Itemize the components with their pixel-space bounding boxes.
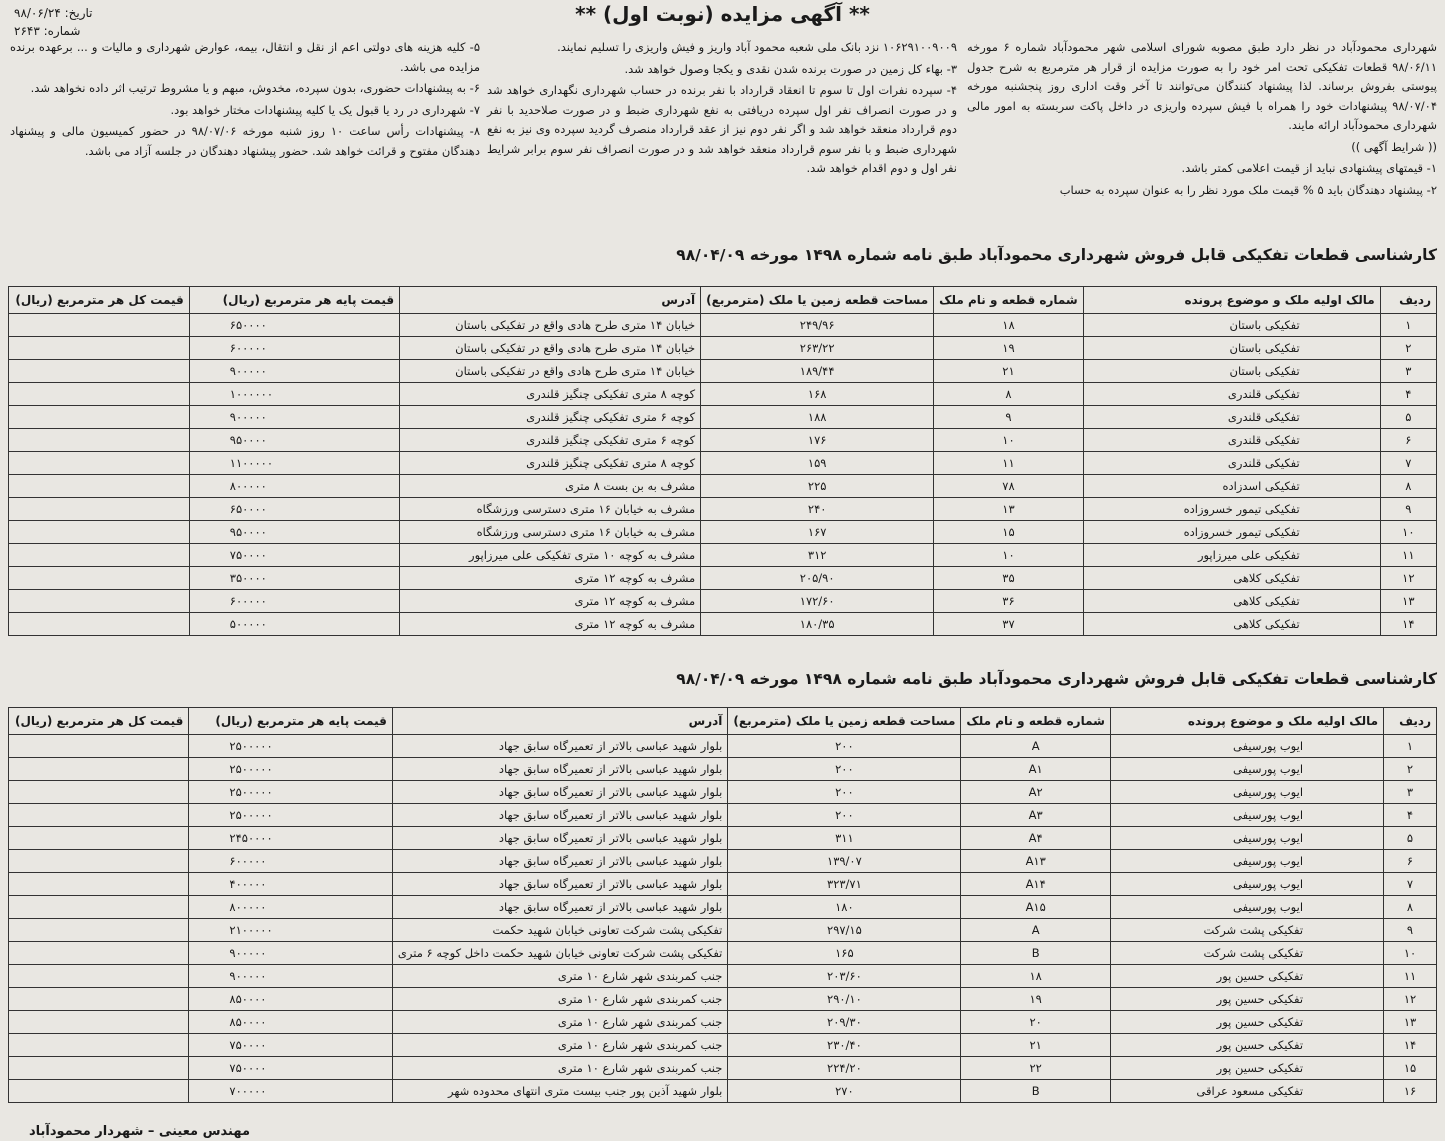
cell-base-price: ۱۱۰۰۰۰۰ bbox=[189, 452, 399, 475]
table-row bbox=[9, 942, 1437, 965]
cell-lot: A bbox=[961, 919, 1111, 942]
table-row bbox=[9, 452, 1437, 475]
cell-lot: A۴ bbox=[961, 827, 1111, 850]
table-row bbox=[9, 758, 1437, 781]
cell-base-price: ۸۰۰۰۰۰ bbox=[189, 475, 399, 498]
cell-base-price: ۶۵۰۰۰۰ bbox=[189, 498, 399, 521]
cell-owner: ایوب پورسیفی bbox=[1110, 850, 1383, 873]
table-row bbox=[9, 337, 1437, 360]
col-header-area: مساحت قطعه زمین یا ملک (مترمربع) bbox=[701, 287, 934, 314]
condition-item: ۶- به پیشنهادات حضوری، بدون سپرده، مخدوش، مبهم و یا مشروط ترتیب اثر داده نخواهد شد. bbox=[30, 81, 480, 95]
condition-item: ۵- کلیه هزینه های دولتی اعم از نقل و انتقال، بیمه، عوارض شهرداری و مالیات و ... برعهده برنده مزایده می باشد. bbox=[10, 40, 480, 74]
cell-row-no: ۶ bbox=[1380, 429, 1436, 452]
cell-total-price bbox=[9, 567, 190, 590]
conditions-heading: (( شرایط آگهی )) bbox=[1351, 139, 1437, 154]
parcels-table-1 bbox=[8, 286, 1437, 636]
cell-address: جنب کمربندی شهر شارع ۱۰ متری bbox=[392, 1034, 728, 1057]
table-row bbox=[9, 429, 1437, 452]
col-header-owner: مالک اولیه ملک و موضوع پرونده bbox=[1110, 708, 1383, 735]
cell-total-price bbox=[9, 613, 190, 636]
cell-row-no: ۲ bbox=[1380, 337, 1436, 360]
condition-item: ۸- پیشنهادات رأس ساعت ۱۰ روز شنبه مورخه ۹۸/۰۷/۰۶ در حضور کمیسیون مالی و پیشنهاد دهندگان مفتوح و قرائت خواهد شد. حضور پیشنهاد دهندگان در جلسه آزاد می باشد. bbox=[10, 124, 481, 158]
cell-area: ۲۹۷/۱۵ bbox=[728, 919, 961, 942]
cell-lot: A۱۵ bbox=[961, 896, 1111, 919]
cell-base-price: ۶۵۰۰۰۰ bbox=[189, 314, 399, 337]
cell-row-no: ۱۵ bbox=[1384, 1057, 1437, 1080]
cell-base-price: ۹۵۰۰۰۰ bbox=[189, 429, 399, 452]
cell-lot: ۲۱ bbox=[934, 360, 1084, 383]
cell-total-price bbox=[9, 452, 190, 475]
cell-lot: ۳۵ bbox=[934, 567, 1084, 590]
cell-address: مشرف به کوچه ۱۲ متری bbox=[400, 590, 701, 613]
cell-owner: تفکیکی حسین پور bbox=[1110, 1057, 1383, 1080]
cell-address: بلوار شهید عباسی بالاتر از تعمیرگاه سابق جهاد bbox=[392, 781, 728, 804]
cell-lot: ۱۰ bbox=[934, 429, 1084, 452]
cell-lot: ۹ bbox=[934, 406, 1084, 429]
cell-area: ۲۲۵ bbox=[701, 475, 934, 498]
col-header-row-no: ردیف bbox=[1380, 287, 1436, 314]
cell-row-no: ۵ bbox=[1380, 406, 1436, 429]
cell-lot: ۲۱ bbox=[961, 1034, 1111, 1057]
cell-lot: B bbox=[961, 1080, 1111, 1103]
cell-address: مشرف به کوچه ۱۰ متری تفکیکی علی میرزاپور bbox=[400, 544, 701, 567]
table-row bbox=[9, 896, 1437, 919]
cell-owner: تفکیکی باستان bbox=[1083, 314, 1380, 337]
cell-address: کوچه ۶ متری تفکیکی چنگیز قلندری bbox=[400, 429, 701, 452]
cell-total-price bbox=[9, 498, 190, 521]
cell-address: کوچه ۶ متری تفکیکی چنگیز قلندری bbox=[400, 406, 701, 429]
cell-owner: تفکیکی تیمور خسروزاده bbox=[1083, 521, 1380, 544]
cell-owner: تفکیکی کلاهی bbox=[1083, 613, 1380, 636]
cell-owner: تفکیکی باستان bbox=[1083, 337, 1380, 360]
cell-total-price bbox=[9, 314, 190, 337]
cell-lot: A۱ bbox=[961, 758, 1111, 781]
cell-row-no: ۱۰ bbox=[1384, 942, 1437, 965]
cell-total-price bbox=[9, 758, 189, 781]
cell-total-price bbox=[9, 827, 189, 850]
cell-base-price: ۹۵۰۰۰۰ bbox=[189, 521, 399, 544]
cell-base-price: ۱۰۰۰۰۰۰ bbox=[189, 383, 399, 406]
table-row bbox=[9, 475, 1437, 498]
cell-base-price: ۹۰۰۰۰۰ bbox=[189, 942, 392, 965]
cell-total-price bbox=[9, 965, 189, 988]
cell-address: خیابان ۱۴ متری طرح هادی واقع در تفکیکی باستان bbox=[400, 337, 701, 360]
cell-owner: تفکیکی حسین پور bbox=[1110, 988, 1383, 1011]
cell-row-no: ۸ bbox=[1384, 896, 1437, 919]
cell-total-price bbox=[9, 1080, 189, 1103]
table-row bbox=[9, 360, 1437, 383]
cell-lot: ۱۵ bbox=[934, 521, 1084, 544]
cell-total-price bbox=[9, 1011, 189, 1034]
cell-base-price: ۷۵۰۰۰۰ bbox=[189, 544, 399, 567]
cell-owner: ایوب پورسیفی bbox=[1110, 758, 1383, 781]
cell-base-price: ۸۵۰۰۰۰ bbox=[189, 1011, 392, 1034]
table-row bbox=[9, 1080, 1437, 1103]
cell-area: ۱۸۸ bbox=[701, 406, 934, 429]
cell-total-price bbox=[9, 360, 190, 383]
cell-owner: ایوب پورسیفی bbox=[1110, 827, 1383, 850]
cell-lot: ۱۹ bbox=[961, 988, 1111, 1011]
cell-owner: تفکیکی کلاهی bbox=[1083, 590, 1380, 613]
cell-address: خیابان ۱۴ متری طرح هادی واقع در تفکیکی باستان bbox=[400, 360, 701, 383]
cell-base-price: ۷۰۰۰۰۰ bbox=[189, 1080, 392, 1103]
table-row bbox=[9, 613, 1437, 636]
cell-base-price: ۵۰۰۰۰۰ bbox=[189, 613, 399, 636]
table-row bbox=[9, 781, 1437, 804]
cell-address: بلوار شهید عباسی بالاتر از تعمیرگاه سابق جهاد bbox=[392, 804, 728, 827]
table-row bbox=[9, 406, 1437, 429]
cell-base-price: ۲۵۰۰۰۰۰ bbox=[189, 804, 392, 827]
cell-row-no: ۹ bbox=[1384, 919, 1437, 942]
col-header-total-price: قیمت کل هر مترمربع (ریال) bbox=[9, 287, 190, 314]
table-row bbox=[9, 383, 1437, 406]
cell-row-no: ۴ bbox=[1384, 804, 1437, 827]
table-row bbox=[9, 735, 1437, 758]
cell-lot: ۳۷ bbox=[934, 613, 1084, 636]
cell-lot: ۱۳ bbox=[934, 498, 1084, 521]
table-row bbox=[9, 498, 1437, 521]
cell-address: کوچه ۸ متری تفکیکی چنگیز قلندری bbox=[400, 452, 701, 475]
cell-lot: A۲ bbox=[961, 781, 1111, 804]
table-header-row bbox=[9, 708, 1437, 735]
condition-item: ۱۰۶۲۹۱۰۰۹۰۰۹ نزد بانک ملی شعبه محمود آباد واریز و فیش واریزی را تسلیم نمایند. bbox=[557, 40, 957, 54]
cell-address: مشرف به کوچه ۱۲ متری bbox=[400, 567, 701, 590]
cell-lot: ۲۲ bbox=[961, 1057, 1111, 1080]
cell-area: ۱۷۶ bbox=[701, 429, 934, 452]
cell-base-price: ۶۰۰۰۰۰ bbox=[189, 850, 392, 873]
intro-column-right bbox=[967, 38, 1437, 202]
cell-area: ۲۴۹/۹۶ bbox=[701, 314, 934, 337]
cell-row-no: ۴ bbox=[1380, 383, 1436, 406]
cell-owner: تفکیکی اسدزاده bbox=[1083, 475, 1380, 498]
cell-row-no: ۲ bbox=[1384, 758, 1437, 781]
cell-base-price: ۸۰۰۰۰۰ bbox=[189, 896, 392, 919]
cell-owner: تفکیکی حسین پور bbox=[1110, 1011, 1383, 1034]
number-text: شماره: ۲۶۴۳ bbox=[14, 24, 81, 38]
cell-total-price bbox=[9, 429, 190, 452]
cell-owner: ایوب پورسیفی bbox=[1110, 735, 1383, 758]
cell-area: ۳۲۳/۷۱ bbox=[728, 873, 961, 896]
table-row bbox=[9, 850, 1437, 873]
table-row bbox=[9, 873, 1437, 896]
cell-lot: B bbox=[961, 942, 1111, 965]
cell-total-price bbox=[9, 521, 190, 544]
cell-lot: ۱۸ bbox=[961, 965, 1111, 988]
cell-base-price: ۲۵۰۰۰۰۰ bbox=[189, 758, 392, 781]
cell-lot: ۳۶ bbox=[934, 590, 1084, 613]
table-row bbox=[9, 988, 1437, 1011]
cell-address: بلوار شهید آذین پور جنب بیست متری انتهای محدوده شهر bbox=[392, 1080, 728, 1103]
cell-address: مشرف به بن بست ۸ متری bbox=[400, 475, 701, 498]
cell-owner: تفکیکی حسین پور bbox=[1110, 1034, 1383, 1057]
cell-owner: ایوب پورسیفی bbox=[1110, 896, 1383, 919]
cell-row-no: ۸ bbox=[1380, 475, 1436, 498]
cell-lot: ۲۰ bbox=[961, 1011, 1111, 1034]
cell-base-price: ۹۰۰۰۰۰ bbox=[189, 406, 399, 429]
cell-total-price bbox=[9, 544, 190, 567]
cell-total-price bbox=[9, 804, 189, 827]
page-title: ** آگهی مزایده (نوبت اول) ** bbox=[575, 2, 870, 26]
table-header-row bbox=[9, 287, 1437, 314]
cell-total-price bbox=[9, 873, 189, 896]
cell-total-price bbox=[9, 406, 190, 429]
cell-owner: تفکیکی حسین پور bbox=[1110, 965, 1383, 988]
cell-base-price: ۷۵۰۰۰۰ bbox=[189, 1057, 392, 1080]
cell-owner: ایوب پورسیفی bbox=[1110, 804, 1383, 827]
col-header-row-no: ردیف bbox=[1384, 708, 1437, 735]
cell-area: ۱۷۲/۶۰ bbox=[701, 590, 934, 613]
col-header-total-price: قیمت کل هر مترمربع (ریال) bbox=[9, 708, 189, 735]
cell-area: ۲۰۰ bbox=[728, 735, 961, 758]
cell-area: ۱۶۸ bbox=[701, 383, 934, 406]
cell-owner: تفکیکی علی میرزاپور bbox=[1083, 544, 1380, 567]
cell-lot: ۷۸ bbox=[934, 475, 1084, 498]
table-row bbox=[9, 965, 1437, 988]
cell-lot: ۱۹ bbox=[934, 337, 1084, 360]
cell-row-no: ۱۲ bbox=[1380, 567, 1436, 590]
cell-lot: A۱۳ bbox=[961, 850, 1111, 873]
cell-area: ۲۲۴/۲۰ bbox=[728, 1057, 961, 1080]
intro-column-left bbox=[10, 38, 480, 163]
cell-base-price: ۹۰۰۰۰۰ bbox=[189, 360, 399, 383]
cell-owner: تفکیکی کلاهی bbox=[1083, 567, 1380, 590]
cell-owner: تفکیکی قلندری bbox=[1083, 429, 1380, 452]
cell-total-price bbox=[9, 735, 189, 758]
cell-lot: A۱۴ bbox=[961, 873, 1111, 896]
cell-row-no: ۱۳ bbox=[1380, 590, 1436, 613]
cell-base-price: ۷۵۰۰۰۰ bbox=[189, 1034, 392, 1057]
table-row bbox=[9, 521, 1437, 544]
cell-address: مشرف به خیابان ۱۶ متری دسترسی ورزشگاه bbox=[400, 498, 701, 521]
cell-base-price: ۲۴۵۰۰۰۰ bbox=[189, 827, 392, 850]
cell-address: جنب کمربندی شهر شارع ۱۰ متری bbox=[392, 965, 728, 988]
cell-total-price bbox=[9, 383, 190, 406]
cell-total-price bbox=[9, 1057, 189, 1080]
cell-base-price: ۲۱۰۰۰۰۰ bbox=[189, 919, 392, 942]
cell-area: ۱۵۹ bbox=[701, 452, 934, 475]
date-text: تاریخ: ۹۸/۰۶/۲۴ bbox=[14, 6, 93, 20]
cell-area: ۱۸۹/۴۴ bbox=[701, 360, 934, 383]
cell-lot: A bbox=[961, 735, 1111, 758]
cell-row-no: ۳ bbox=[1380, 360, 1436, 383]
cell-address: جنب کمربندی شهر شارع ۱۰ متری bbox=[392, 1011, 728, 1034]
cell-owner: ایوب پورسیفی bbox=[1110, 873, 1383, 896]
cell-area: ۲۳۰/۴۰ bbox=[728, 1034, 961, 1057]
signature-line: مهندس معینی – شهردار محمودآباد bbox=[28, 1124, 250, 1139]
cell-address: بلوار شهید عباسی بالاتر از تعمیرگاه سابق جهاد bbox=[392, 850, 728, 873]
cell-address: بلوار شهید عباسی بالاتر از تعمیرگاه سابق جهاد bbox=[392, 735, 728, 758]
cell-address: جنب کمربندی شهر شارع ۱۰ متری bbox=[392, 988, 728, 1011]
cell-area: ۲۰۰ bbox=[728, 781, 961, 804]
cell-base-price: ۹۰۰۰۰۰ bbox=[189, 965, 392, 988]
cell-address: جنب کمربندی شهر شارع ۱۰ متری bbox=[392, 1057, 728, 1080]
cell-row-no: ۱۳ bbox=[1384, 1011, 1437, 1034]
cell-address: بلوار شهید عباسی بالاتر از تعمیرگاه سابق جهاد bbox=[392, 896, 728, 919]
cell-area: ۲۶۳/۲۲ bbox=[701, 337, 934, 360]
col-header-base-price: قیمت پایه هر مترمربع (ریال) bbox=[189, 708, 392, 735]
parcels-table-2 bbox=[8, 707, 1437, 1103]
table-row bbox=[9, 1034, 1437, 1057]
cell-row-no: ۹ bbox=[1380, 498, 1436, 521]
cell-total-price bbox=[9, 475, 190, 498]
section-title-1: کارشناسی قطعات تفکیکی قابل فروش شهرداری محمودآباد طبق نامه شماره ۱۴۹۸ مورخه ۹۸/۰۴/۰۹ bbox=[676, 246, 1437, 264]
cell-owner: تفکیکی پشت شرکت bbox=[1110, 919, 1383, 942]
cell-address: بلوار شهید عباسی بالاتر از تعمیرگاه سابق جهاد bbox=[392, 873, 728, 896]
cell-row-no: ۷ bbox=[1380, 452, 1436, 475]
cell-area: ۲۰۹/۳۰ bbox=[728, 1011, 961, 1034]
table-row bbox=[9, 804, 1437, 827]
condition-item: ۱- قیمتهای پیشنهادی نباید از قیمت اعلامی کمتر باشد. bbox=[1181, 161, 1437, 175]
cell-owner: ایوب پورسیفی bbox=[1110, 781, 1383, 804]
cell-base-price: ۴۰۰۰۰۰ bbox=[189, 873, 392, 896]
cell-total-price bbox=[9, 337, 190, 360]
cell-address: مشرف به خیابان ۱۶ متری دسترسی ورزشگاه bbox=[400, 521, 701, 544]
intro-column-middle bbox=[487, 38, 957, 181]
cell-area: ۲۰۵/۹۰ bbox=[701, 567, 934, 590]
cell-row-no: ۵ bbox=[1384, 827, 1437, 850]
cell-total-price bbox=[9, 850, 189, 873]
cell-base-price: ۸۵۰۰۰۰ bbox=[189, 988, 392, 1011]
cell-row-no: ۱۰ bbox=[1380, 521, 1436, 544]
cell-row-no: ۱۴ bbox=[1384, 1034, 1437, 1057]
cell-total-price bbox=[9, 896, 189, 919]
cell-owner: تفکیکی پشت شرکت bbox=[1110, 942, 1383, 965]
cell-lot: ۸ bbox=[934, 383, 1084, 406]
cell-owner: تفکیکی مسعود عراقی bbox=[1110, 1080, 1383, 1103]
cell-lot: A۳ bbox=[961, 804, 1111, 827]
cell-row-no: ۷ bbox=[1384, 873, 1437, 896]
cell-owner: تفکیکی قلندری bbox=[1083, 406, 1380, 429]
cell-area: ۲۴۰ bbox=[701, 498, 934, 521]
cell-row-no: ۱۱ bbox=[1380, 544, 1436, 567]
cell-area: ۱۶۵ bbox=[728, 942, 961, 965]
col-header-lot: شماره قطعه و نام ملک bbox=[961, 708, 1111, 735]
cell-address: تفکیکی پشت شرکت تعاونی خیابان شهید حکمت داخل کوچه ۶ متری bbox=[392, 942, 728, 965]
cell-total-price bbox=[9, 919, 189, 942]
cell-address: بلوار شهید عباسی بالاتر از تعمیرگاه سابق جهاد bbox=[392, 827, 728, 850]
cell-lot: ۱۱ bbox=[934, 452, 1084, 475]
cell-lot: ۱۰ bbox=[934, 544, 1084, 567]
cell-row-no: ۱۲ bbox=[1384, 988, 1437, 1011]
cell-row-no: ۶ bbox=[1384, 850, 1437, 873]
col-header-address: آدرس bbox=[392, 708, 728, 735]
cell-address: تفکیکی پشت شرکت تعاونی خیابان شهید حکمت bbox=[392, 919, 728, 942]
cell-base-price: ۶۰۰۰۰۰ bbox=[189, 337, 399, 360]
table-row bbox=[9, 590, 1437, 613]
cell-area: ۲۰۰ bbox=[728, 758, 961, 781]
col-header-base-price: قیمت پایه هر مترمربع (ریال) bbox=[189, 287, 399, 314]
cell-address: بلوار شهید عباسی بالاتر از تعمیرگاه سابق جهاد bbox=[392, 758, 728, 781]
cell-row-no: ۱۴ bbox=[1380, 613, 1436, 636]
cell-base-price: ۲۵۰۰۰۰۰ bbox=[189, 781, 392, 804]
cell-total-price bbox=[9, 590, 190, 613]
cell-owner: تفکیکی باستان bbox=[1083, 360, 1380, 383]
cell-area: ۱۸۰ bbox=[728, 896, 961, 919]
cell-area: ۲۹۰/۱۰ bbox=[728, 988, 961, 1011]
intro-paragraph: شهرداری محمودآباد در نظر دارد طبق مصوبه شورای اسلامی شهر محمودآباد شماره ۶ مورخه ۹۸/۰۶/۱۱ قطعات تفکیکی تحت امر خود را به صورت مزایده از قرار هر مترمربع به شرح جدول پیوستی بفروش برساند. لذا پیشنهاد کنندگان می‌توانند تا آخر وقت اداری روز پنجشنبه مورخه ۹۸/۰۷/۰۴ پیشنهادات خود را همراه با فیش سپرده واریزی در داخل پاکت سربسته به امور مالی شهرداری محمودآباد ارائه مایند. bbox=[967, 40, 1437, 132]
cell-base-price: ۳۵۰۰۰۰ bbox=[189, 567, 399, 590]
condition-item: ۲- پیشنهاد دهندگان باید ۵ % قیمت ملک مورد نظر را به عنوان سپرده به حساب bbox=[1059, 182, 1437, 197]
table-row bbox=[9, 827, 1437, 850]
cell-address: خیابان ۱۴ متری طرح هادی واقع در تفکیکی باستان bbox=[400, 314, 701, 337]
cell-address: کوچه ۸ متری تفکیکی چنگیز قلندری bbox=[400, 383, 701, 406]
col-header-area: مساحت قطعه زمین یا ملک (مترمربع) bbox=[728, 708, 961, 735]
cell-total-price bbox=[9, 1034, 189, 1057]
cell-address: مشرف به کوچه ۱۲ متری bbox=[400, 613, 701, 636]
table-row bbox=[9, 1057, 1437, 1080]
condition-item: ۳- بهاء کل زمین در صورت برنده شدن نقدی و یکجا وصول خواهد شد. bbox=[624, 61, 957, 76]
cell-area: ۲۰۳/۶۰ bbox=[728, 965, 961, 988]
condition-item: ۷- شهرداری در رد یا قبول یک یا کلیه پیشنهادات مختار خواهد بود. bbox=[170, 102, 480, 117]
cell-row-no: ۱ bbox=[1380, 314, 1436, 337]
cell-row-no: ۱۱ bbox=[1384, 965, 1437, 988]
cell-area: ۳۱۱ bbox=[728, 827, 961, 850]
cell-lot: ۱۸ bbox=[934, 314, 1084, 337]
cell-owner: تفکیکی تیمور خسروزاده bbox=[1083, 498, 1380, 521]
col-header-owner: مالک اولیه ملک و موضوع پرونده bbox=[1083, 287, 1380, 314]
cell-total-price bbox=[9, 781, 189, 804]
table-row bbox=[9, 567, 1437, 590]
col-header-address: آدرس bbox=[400, 287, 701, 314]
cell-area: ۱۶۷ bbox=[701, 521, 934, 544]
cell-area: ۱۳۹/۰۷ bbox=[728, 850, 961, 873]
cell-owner: تفکیکی قلندری bbox=[1083, 383, 1380, 406]
col-header-lot: شماره قطعه و نام ملک bbox=[934, 287, 1084, 314]
cell-base-price: ۲۵۰۰۰۰۰ bbox=[189, 735, 392, 758]
cell-base-price: ۶۰۰۰۰۰ bbox=[189, 590, 399, 613]
cell-row-no: ۳ bbox=[1384, 781, 1437, 804]
section-title-2: کارشناسی قطعات تفکیکی قابل فروش شهرداری محمودآباد طبق نامه شماره ۱۴۹۸ مورخه ۹۸/۰۴/۰۹ bbox=[676, 670, 1437, 688]
cell-owner: تفکیکی قلندری bbox=[1083, 452, 1380, 475]
condition-item: ۴- سپرده نفرات اول تا سوم تا انعقاد قرارداد با نفر برنده در حساب شهرداری نگهداری خواهد شد و در صورت انصراف نفر اول سپرده دریافتی به نفع شهرداری ضبط و در صورت صلاحدید با نفر دوم قرارداد منعقد خواهد شد و اگر نفر دوم نیز از عقد قرارداد منصرف گردید سپرده وی نیز به نفع شهرداری ضبط و با نفر سوم قرارداد منعقد خواهد شد و در صورت انصراف نفر سوم برابر شرایط نفر اول و دوم اقدام خواهد شد. bbox=[487, 83, 957, 175]
table-row bbox=[9, 1011, 1437, 1034]
cell-total-price bbox=[9, 988, 189, 1011]
cell-row-no: ۱۶ bbox=[1384, 1080, 1437, 1103]
cell-area: ۲۰۰ bbox=[728, 804, 961, 827]
table-row bbox=[9, 544, 1437, 567]
cell-area: ۱۸۰/۳۵ bbox=[701, 613, 934, 636]
cell-row-no: ۱ bbox=[1384, 735, 1437, 758]
cell-area: ۳۱۲ bbox=[701, 544, 934, 567]
cell-total-price bbox=[9, 942, 189, 965]
table-row bbox=[9, 919, 1437, 942]
table-row bbox=[9, 314, 1437, 337]
cell-area: ۲۷۰ bbox=[728, 1080, 961, 1103]
